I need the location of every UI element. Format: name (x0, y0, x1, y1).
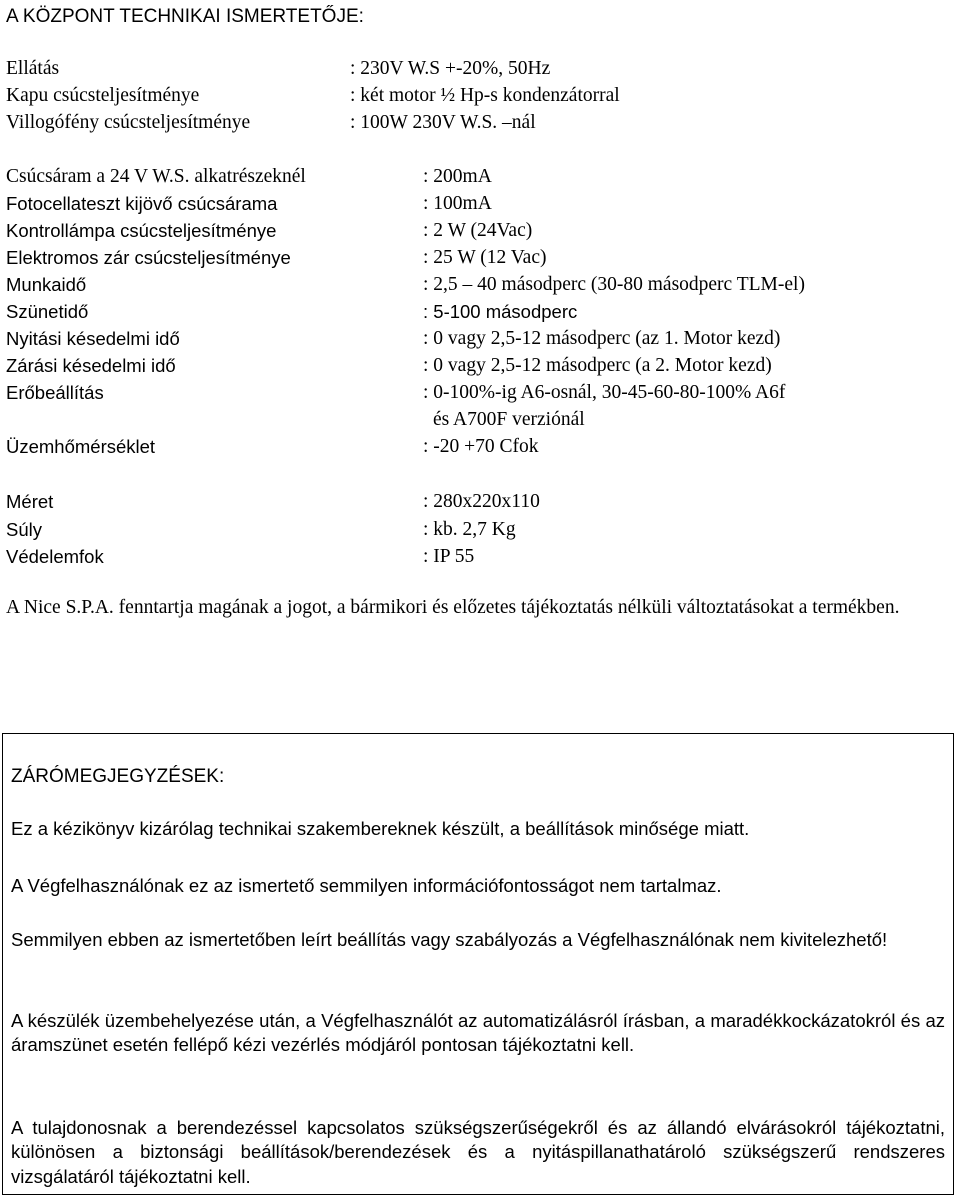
spec-key: Villogófény csúcsteljesítménye (6, 112, 251, 133)
spec-key: Méret (6, 491, 54, 512)
note-paragraph: A készülék üzembehelyezése után, a Végfelhasználót az automatizálásról írásban, a maradékkockázatokról és az áramszünet esetén fellépő kézi vezérlés módjáról pontosan tájékoztatni kell. (11, 1010, 945, 1056)
spec-value: : 200mA (423, 166, 492, 187)
spec-value: : kb. 2,7 Kg (423, 519, 516, 540)
page-heading: A KÖZPONT TECHNIKAI ISMERTETŐJE: (6, 6, 364, 27)
note-paragraph: A Végfelhasználónak ez az ismertető semmilyen információfontosságot nem tartalmaz. (11, 875, 722, 896)
spec-value: és A700F verziónál (433, 409, 585, 430)
spec-value: : két motor ½ Hp-s kondenzátorral (350, 85, 620, 106)
spec-value: : 25 W (12 Vac) (423, 247, 547, 268)
spec-key: Elektromos zár csúcsteljesítménye (6, 247, 291, 268)
spec-value: : 0-100%-ig A6-osnál, 30-45-60-80-100% A6f (423, 382, 786, 403)
spec-key: Fotocellateszt kijövő csúcsárama (6, 193, 278, 214)
note-paragraph: A tulajdonosnak a berendezéssel kapcsolatos szükségszerűségekről és az állandó elvárásokról tájékoztatni, különösen a biztonsági beállítások/berendezések és a nyitáspillanathatároló szükségszerű rendszeres vizsgálatáról tájékoztatni kell. (11, 1117, 945, 1187)
spec-value: : 100W 230V W.S. –nál (350, 112, 536, 133)
spec-key: Zárási késedelmi idő (6, 355, 176, 376)
manufacturer-disclaimer: A Nice S.P.A. fenntartja magának a jogot, a bármikori és előzetes tájékoztatás nélküli változtatásokat a termékben. (6, 597, 900, 618)
spec-key: Munkaidő (6, 274, 87, 295)
spec-value: : 100mA (423, 193, 492, 214)
spec-value: : 2 W (24Vac) (423, 220, 533, 241)
spec-value: : 2,5 – 40 másodperc (30-80 másodperc TLM-el) (423, 274, 805, 295)
spec-value: : 5-100 másodperc (423, 301, 578, 322)
spec-key: Nyitási késedelmi idő (6, 328, 180, 349)
spec-key: Szünetidő (6, 301, 89, 322)
spec-key: Csúcsáram a 24 V W.S. alkatrészeknél (6, 166, 306, 187)
notes-title: ZÁRÓMEGJEGYZÉSEK: (11, 766, 225, 787)
note-paragraph: Semmilyen ebben az ismertetőben leírt beállítás vagy szabályozás a Végfelhasználónak nem kivitelezhető! (11, 929, 888, 950)
spec-key: Védelemfok (6, 546, 104, 567)
spec-key: Ellátás (6, 58, 60, 79)
spec-value: : 0 vagy 2,5-12 másodperc (az 1. Motor kezd) (423, 328, 781, 349)
spec-key: Kapu csúcsteljesítménye (6, 85, 200, 106)
spec-value: : 0 vagy 2,5-12 másodperc (a 2. Motor kezd) (423, 355, 772, 376)
spec-key: Kontrollámpa csúcsteljesítménye (6, 220, 277, 241)
spec-key: Erőbeállítás (6, 382, 104, 403)
final-notes-box (2, 733, 954, 1195)
spec-value: : 280x220x110 (423, 491, 540, 512)
note-paragraph: Ez a kézikönyv kizárólag technikai szakembereknek készült, a beállítások minősége miatt. (11, 818, 750, 839)
spec-value: : -20 +70 Cfok (423, 436, 539, 457)
spec-key: Üzemhőmérséklet (6, 436, 156, 457)
spec-key: Súly (6, 519, 42, 540)
spec-value: : 230V W.S +-20%, 50Hz (350, 58, 551, 79)
spec-value: : IP 55 (423, 546, 475, 567)
